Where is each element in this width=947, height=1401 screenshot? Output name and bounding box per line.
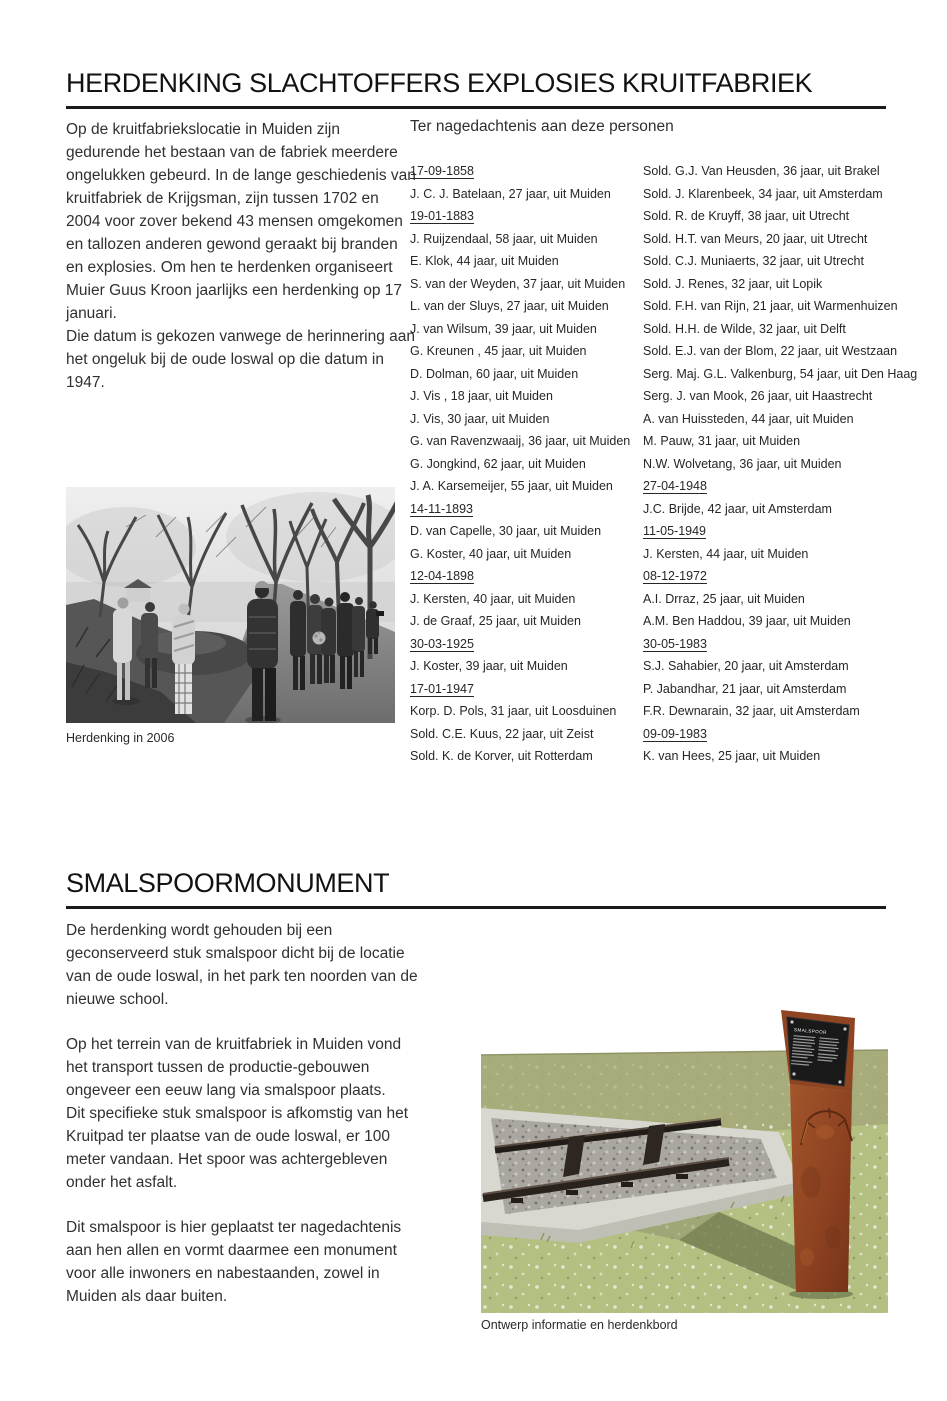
victim-entry: Sold. J. Renes, 32 jaar, uit Lopik xyxy=(643,276,823,291)
commemoration-photo xyxy=(66,487,395,723)
victim-entry: Sold. F.H. van Rijn, 21 jaar, uit Warmenhuizen xyxy=(643,299,898,313)
victim-date-header: 08-12-1972 xyxy=(643,569,707,583)
monument-render-art xyxy=(481,1002,888,1313)
victim-entry: D. Dolman, 60 jaar, uit Muiden xyxy=(410,366,579,381)
victim-entry: G. van Ravenzwaaij, 36 jaar, uit Muiden xyxy=(410,434,631,448)
victim-date-header: 30-03-1925 xyxy=(410,636,474,651)
render-caption: Ontwerp informatie en herdenkbord xyxy=(481,1318,678,1332)
victim-entry: J. Ruijzendaal, 58 jaar, uit Muiden xyxy=(410,231,598,246)
victims-column-1 xyxy=(410,160,642,768)
commemoration-photo-art xyxy=(66,487,395,723)
paragraph: Op het terrein van de kruitfabriek in Muiden vond het transport tussen de productie-gebouwen ongeveer een eeuw lang via smalspoor plaats. xyxy=(66,1036,402,1099)
victim-entry: L. van der Sluys, 27 jaar, uit Muiden xyxy=(410,299,609,313)
victim-entry: J. Koster, 39 jaar, uit Muiden xyxy=(410,659,568,673)
victim-entry: Korp. D. Pols, 31 jaar, uit Loosduinen xyxy=(410,704,617,718)
section2-text xyxy=(66,919,418,1308)
victim-entry: J. de Graaf, 25 jaar, uit Muiden xyxy=(410,614,581,628)
victim-entry: Sold. R. de Kruyff, 38 jaar, uit Utrecht xyxy=(643,209,850,223)
victim-entry: Serg. Maj. G.L. Valkenburg, 54 jaar, uit Den Haag xyxy=(643,366,918,381)
photo-caption: Herdenking in 2006 xyxy=(66,731,175,745)
victim-entry: Sold. C.J. Muniaerts, 32 jaar, uit Utrecht xyxy=(643,254,864,268)
victim-entry: Sold. K. de Korver, uit Rotterdam xyxy=(410,749,593,763)
victim-entry: A. van Huissteden, 44 jaar, uit Muiden xyxy=(643,411,854,426)
victim-entry: P. Jabandhar, 21 jaar, uit Amsterdam xyxy=(643,681,847,696)
victim-entry: D. van Capelle, 30 jaar, uit Muiden xyxy=(410,524,602,538)
paragraph: Dit smalspoor is hier geplaatst ter nagedachtenis aan hen allen en vormt daarmee een monument voor alle inwoners en nabestaanden, zowel in Muiden als daar buiten. xyxy=(66,1219,402,1305)
section1-intro xyxy=(66,118,416,394)
victim-entry: K. van Hees, 25 jaar, uit Muiden xyxy=(643,749,821,763)
victim-entry: Sold. E.J. van der Blom, 22 jaar, uit Westzaan xyxy=(643,344,898,358)
victim-entry: Sold. H.H. de Wilde, 32 jaar, uit Delft xyxy=(643,321,846,336)
victim-entry: J. Vis , 18 jaar, uit Muiden xyxy=(410,389,553,403)
victim-date-header: 11-05-1949 xyxy=(643,524,707,538)
victim-entry: J. Kersten, 44 jaar, uit Muiden xyxy=(643,546,809,561)
victim-entry: A.M. Ben Haddou, 39 jaar, uit Muiden xyxy=(643,614,851,628)
victim-entry: J. Kersten, 40 jaar, uit Muiden xyxy=(410,591,576,606)
victim-entry: M. Pauw, 31 jaar, uit Muiden xyxy=(643,434,801,448)
victim-date-header: 27-04-1948 xyxy=(643,479,707,493)
paragraph: De herdenking wordt gehouden bij een geconserveerd stuk smalspoor dicht bij de locatie van de oude loswal, in het park ten noorden van de nieuwe school. xyxy=(66,922,418,1008)
victims-column-2 xyxy=(643,160,918,768)
section1-heading: HERDENKING SLACHTOFFERS EXPLOSIES KRUITFABRIEK xyxy=(66,68,886,109)
victim-entry: E. Klok, 44 jaar, uit Muiden xyxy=(410,254,559,268)
victim-date-header: 09-09-1983 xyxy=(643,726,707,741)
victim-entry: S. van der Weyden, 37 jaar, uit Muiden xyxy=(410,276,626,291)
victim-entry: Serg. J. van Mook, 26 jaar, uit Haastrecht xyxy=(643,389,873,403)
paragraph: Dit specifieke stuk smalspoor is afkomstig van het Kruitpad ter plaatse van de oude loswal, er 100 meter vandaan. Het spoor was achtergebleven onder het asfalt. xyxy=(66,1105,408,1191)
victim-entry: G. Kreunen , 45 jaar, uit Muiden xyxy=(410,344,587,358)
plaque-title: SMALSPOOR xyxy=(793,1027,828,1035)
victim-entry: G. Koster, 40 jaar, uit Muiden xyxy=(410,546,572,561)
victim-entry: G. Jongkind, 62 jaar, uit Muiden xyxy=(410,456,586,471)
victim-date-header: 30-05-1983 xyxy=(643,636,707,651)
victim-date-header: 17-01-1947 xyxy=(410,681,474,696)
victim-date-header: 17-09-1858 xyxy=(410,164,474,178)
victim-date-header: 19-01-1883 xyxy=(410,209,474,223)
victim-entry: J.C. Brijde, 42 jaar, uit Amsterdam xyxy=(643,501,832,516)
victim-date-header: 12-04-1898 xyxy=(410,569,474,583)
victim-entry: Sold. H.T. van Meurs, 20 jaar, uit Utrecht xyxy=(643,231,868,246)
victim-entry: J. Vis, 30 jaar, uit Muiden xyxy=(410,411,550,426)
victims-list-heading: Ter nagedachtenis aan deze personen xyxy=(410,118,674,135)
monument-render xyxy=(481,1002,888,1313)
victim-entry: Sold. J. Klarenbeek, 34 jaar, uit Amsterdam xyxy=(643,186,883,201)
victim-entry: Sold. C.E. Kuus, 22 jaar, uit Zeist xyxy=(410,726,594,741)
victim-entry: J. van Wilsum, 39 jaar, uit Muiden xyxy=(410,321,597,336)
victim-entry: N.W. Wolvetang, 36 jaar, uit Muiden xyxy=(643,456,842,471)
paragraph: Op de kruitfabriekslocatie in Muiden zijn gedurende het bestaan van de fabriek meerdere ongelukken gebeurd. In de lange geschiedenis van kruitfabriek de Krijgsman, zijn tussen 1702 en 2004 voor zover bekend 43 mensen omgekomen en tallozen anderen gewond geraakt bij branden en explosies. Om hen te herdenken organiseert Muier Guus Kroon jaarlijks een herdenking op 17 januari. xyxy=(66,121,416,322)
victim-entry: F.R. Dewnarain, 32 jaar, uit Amsterdam xyxy=(643,704,860,718)
victim-entry: Sold. G.J. Van Heusden, 36 jaar, uit Brakel xyxy=(643,164,880,178)
victim-entry: A.I. Drraz, 25 jaar, uit Muiden xyxy=(643,591,805,606)
section2-heading: SMALSPOORMONUMENT xyxy=(66,868,886,909)
victim-entry: J. A. Karsemeijer, 55 jaar, uit Muiden xyxy=(410,479,613,493)
victim-entry: S.J. Sahabier, 20 jaar, uit Amsterdam xyxy=(643,659,849,673)
paragraph: Die datum is gekozen vanwege de herinnering aan het ongeluk bij de oude loswal op die datum in 1947. xyxy=(66,328,415,391)
victim-entry: J. C. J. Batelaan, 27 jaar, uit Muiden xyxy=(410,186,611,201)
victim-date-header: 14-11-1893 xyxy=(410,501,474,516)
